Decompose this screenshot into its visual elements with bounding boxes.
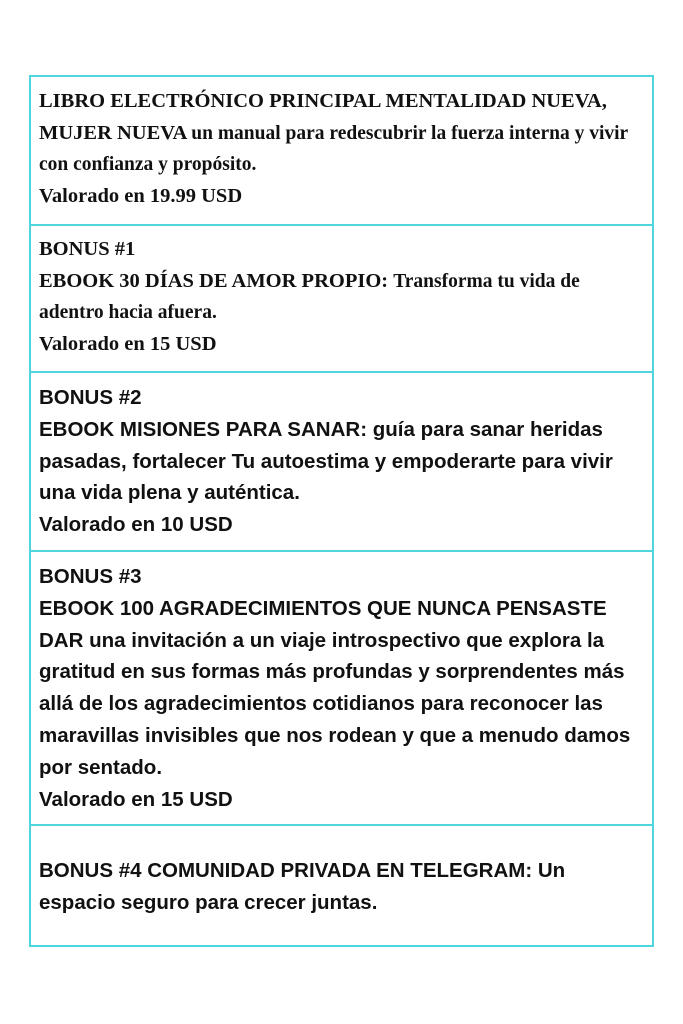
bonus-2-heading: BONUS #2 bbox=[39, 386, 142, 409]
bonus-4-title: BONUS #4 COMUNIDAD PRIVADA EN TELEGRAM: bbox=[39, 859, 533, 882]
bonus-3-heading: BONUS #3 bbox=[39, 565, 142, 588]
main-ebook-cell bbox=[31, 77, 652, 224]
main-ebook-description: un manual para redescubrir la fuerza interna y vivir con confianza y propósito. bbox=[39, 122, 628, 175]
bonus-2-description: guía para sanar heridas pasadas, fortalecer Tu autoestima y empoderarte para vivir una vida plena y auténtica. bbox=[39, 417, 613, 505]
bonus-4-cell bbox=[31, 824, 652, 947]
bonus-3-value: Valorado en 15 USD bbox=[39, 787, 233, 811]
offer-table bbox=[29, 75, 654, 947]
bonus-1-value: Valorado en 15 USD bbox=[39, 332, 217, 355]
main-ebook-value: Valorado en 19.99 USD bbox=[39, 184, 243, 207]
bonus-1-title: EBOOK 30 DÍAS DE AMOR PROPIO: bbox=[39, 269, 389, 292]
bonus-1-cell bbox=[31, 224, 652, 371]
bonus-1-heading: BONUS #1 bbox=[39, 238, 136, 260]
main-ebook-title: LIBRO ELECTRÓNICO PRINCIPAL MENTALIDAD NUEVA, MUJER NUEVA bbox=[39, 90, 607, 144]
bonus-2-cell bbox=[31, 371, 652, 550]
bonus-3-cell bbox=[31, 550, 652, 824]
bonus-2-value: Valorado en 10 USD bbox=[39, 513, 233, 537]
bonus-3-title: EBOOK 100 AGRADECIMIENTOS QUE NUNCA PENSASTE DAR bbox=[39, 596, 607, 652]
bonus-2-title: EBOOK MISIONES PARA SANAR: bbox=[39, 417, 368, 441]
bonus-3-description: una invitación a un viaje introspectivo que explora la gratitud en sus formas más profundas y sorprendentes más allá de los agradecimientos cotidianos para reconocer las maravillas invisibles que nos rodean y que a menudo damos por sentado. bbox=[39, 628, 631, 779]
bonus-4-description: Un espacio seguro para crecer juntas. bbox=[39, 859, 566, 914]
bonus-1-description: Transforma tu vida de adentro hacia afuera. bbox=[39, 270, 580, 323]
